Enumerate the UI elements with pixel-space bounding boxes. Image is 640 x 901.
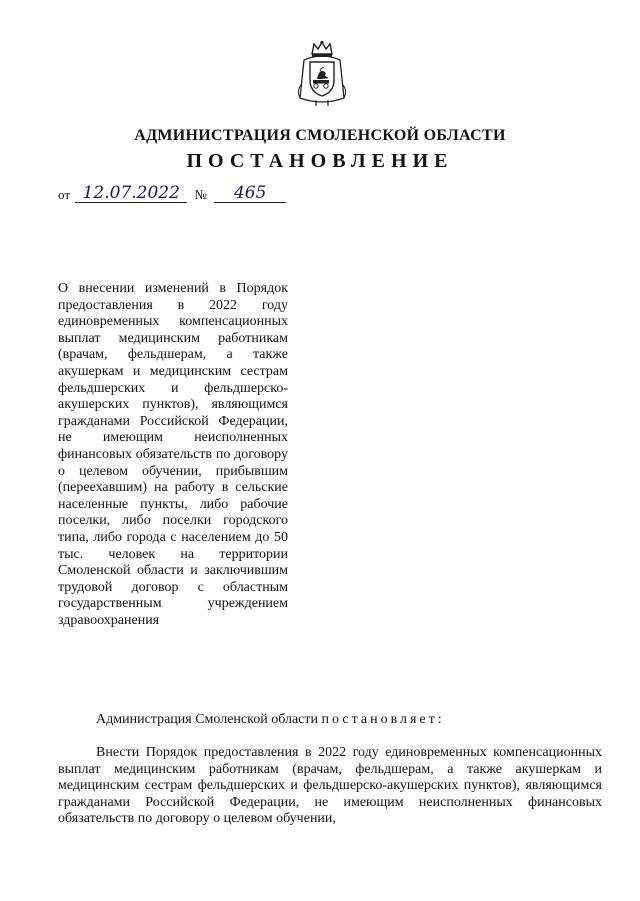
document-number: 465 [214,184,286,203]
document-date: 12.07.2022 [75,184,187,203]
preamble [96,712,445,728]
body-paragraph: Внести Порядок предоставления в 2022 году единовременных компенсационных выплат медицинским работникам (врачам, фельдшерам, а также акушеркам и медицинским сестрам фельдшерских и фельдшерско-акушерских пунктов), являющимся гражданами Российской Федерации, не имеющим неисполненных финансовых обязательств по договору о целевом обучении, [58,745,602,827]
coat-of-arms-icon [292,40,352,108]
date-prefix: от [58,187,71,202]
preamble-verb: постановляет: [321,712,445,727]
organization-name: АДМИНИСТРАЦИЯ СМОЛЕНСКОЙ ОБЛАСТИ [134,127,506,144]
preamble-subject: Администрация Смоленской области [96,712,319,727]
number-prefix: № [194,187,207,202]
date-number-line [58,184,286,206]
document-type-title: ПОСТАНОВЛЕНИЕ [186,150,454,172]
document-subject: О внесении изменений в Порядок предоставления в 2022 году единовременных компенсационных выплат медицинским работникам (врачам, фельдшерам, а также акушеркам и медицинским сестрам фельдшерских и фельдшерско-акушерских пунктов), являющимся гражданами Российской Федерации, не имеющим неисполненных финансовых обязательств по договору о целевом обучении, прибывшим (переехавшим) на работу в сельские населенные пункты, либо рабочие поселки, либо поселки городского типа, либо города с населением до 50 тыс. человек на территории Смоленской области и заключившим трудовой договор с областным государственным учреждением здравоохранения [58,281,288,628]
